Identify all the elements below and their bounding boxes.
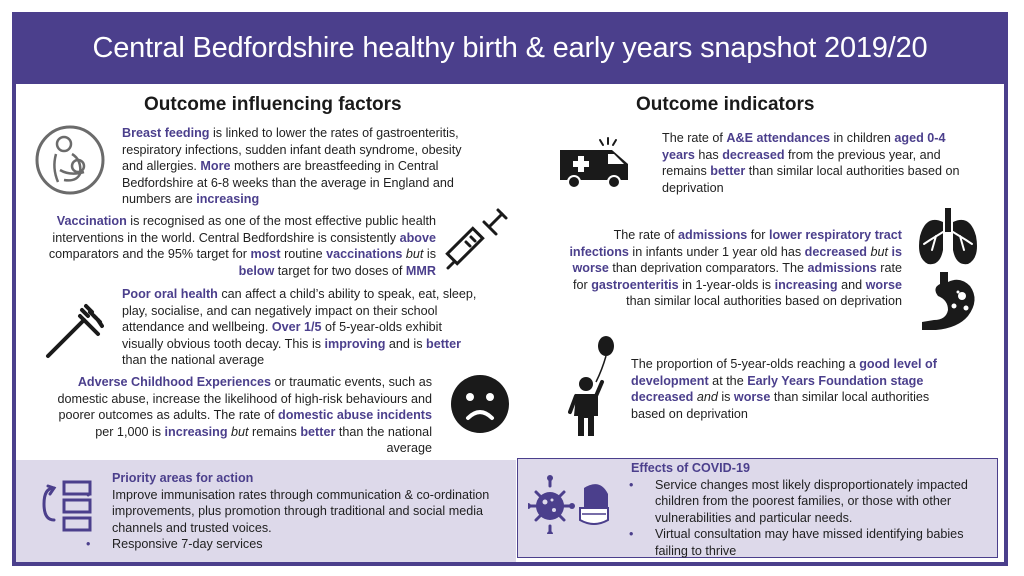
text-span: is: [717, 390, 734, 405]
ambulance-icon: [558, 136, 634, 190]
priority-item: • Responsive 7-day services: [82, 536, 512, 553]
text-span: Early Years Foundation stage decreased: [631, 373, 924, 405]
priority-list: [82, 487, 512, 553]
text-span: most: [250, 247, 281, 262]
virus-mask-icon: [528, 474, 612, 534]
text-span: decreased: [722, 147, 785, 162]
syringe-icon: [444, 206, 510, 272]
text-span: increasing: [164, 424, 228, 439]
text-span: is: [423, 247, 436, 262]
text-span: gastroenteritis: [591, 277, 679, 292]
text-span: but: [870, 244, 888, 259]
text-span: increasing: [774, 277, 838, 292]
text-span: rate for: [573, 261, 902, 292]
text-span: but: [405, 247, 424, 262]
text-span: above: [399, 230, 436, 245]
text-span: better: [300, 424, 336, 439]
text-span: Over 1/5: [271, 320, 322, 335]
text-span: than deprivation comparators. The: [608, 261, 808, 276]
page-header: [12, 12, 1008, 84]
text-span: remains: [248, 424, 301, 439]
text-span: per 1,000 is: [95, 424, 165, 439]
covid-list: [625, 477, 991, 560]
admissions-text: [566, 227, 902, 310]
priority-title: Priority areas for action: [112, 471, 254, 485]
text-span: improving: [324, 336, 386, 351]
vaccination-keyword: Vaccination: [56, 214, 127, 228]
text-span: worse: [865, 277, 902, 292]
text-span: vaccinations: [326, 247, 403, 262]
child-balloon-icon: [568, 336, 618, 438]
ae-attendances-text: [662, 130, 962, 196]
right-column-title: Outcome indicators: [636, 94, 815, 115]
text-span: at the: [708, 373, 748, 388]
covid-item: • Virtual consultation may have missed identifying babies failing to thrive: [625, 526, 991, 559]
text-span: than the national average: [122, 353, 265, 368]
text-span: than similar local authorities based on deprivation: [662, 164, 960, 195]
text-span: The rate of: [662, 131, 727, 145]
toothbrush-icon: [44, 296, 104, 360]
text-span: below: [238, 263, 275, 278]
text-span: and is: [385, 336, 427, 351]
breastfeeding-mother-icon: [34, 124, 106, 196]
text-span: admissions: [807, 261, 877, 276]
text-span: The rate of: [613, 228, 678, 242]
text-span: worse: [733, 390, 771, 405]
text-span: target for two doses of: [274, 263, 406, 278]
text-span: The proportion of 5-year-olds reaching a: [631, 357, 860, 371]
text-span: is worse: [572, 244, 902, 276]
text-span: or traumatic events, such as domestic abuse, increase the likelihood of high-risk behaviours and poorer outcomes as adults. The rate of: [57, 375, 432, 423]
text-span: of 5-year-olds exhibit visually obvious tooth decay. This is: [122, 320, 442, 351]
text-span: A&E attendances: [726, 131, 830, 145]
oral-health-keyword: Poor oral health: [122, 287, 218, 301]
breastfeeding-keyword: Breast feeding: [122, 126, 210, 140]
stomach-icon: [918, 270, 982, 332]
text-span: can affect a child’s ability to speak, eat, sleep, play, socialise, and can negatively impact on their school attendance and wellbeing.: [122, 287, 477, 335]
text-span: but: [231, 424, 249, 439]
text-span: routine: [280, 247, 327, 262]
page-title: Central Bedfordshire healthy birth & early years snapshot 2019/20: [92, 31, 928, 64]
priority-section: [112, 470, 512, 553]
ace-keyword: Adverse Childhood Experiences: [77, 375, 271, 389]
text-span: better: [710, 164, 746, 179]
text-span: than similar local authorities based on deprivation: [631, 390, 930, 421]
text-span: increasing: [196, 192, 260, 207]
covid-title: Effects of COVID-19: [631, 461, 750, 475]
vaccination-text: [40, 213, 436, 279]
left-column-title: Outcome influencing factors: [144, 94, 402, 115]
sad-face-icon: [450, 374, 510, 434]
lungs-icon: [916, 206, 980, 268]
covid-item: • Service changes most likely disproportionately impacted children from the poorest families, or those with other vulnerabilities and particular needs.: [625, 477, 991, 527]
text-span: is linked to lower the rates of gastroenteritis, respiratory infections, sudden infant death syndrome, obesity and allergies.: [122, 126, 462, 174]
text-span: than the national average: [335, 424, 432, 456]
oral-health-text: [122, 286, 484, 369]
text-span: in infants under 1 year old has: [628, 244, 805, 259]
text-span: and: [837, 277, 866, 292]
text-span: comparators and the 95% target for: [48, 247, 251, 262]
text-span: mothers are breastfeeding in Central Bedfordshire at 6-8 weeks than the average in England and numbers are: [122, 159, 454, 207]
text-span: lower respiratory tract infections: [569, 228, 902, 259]
development-text: [631, 356, 961, 422]
text-span: and: [696, 390, 718, 405]
text-span: in children: [830, 131, 895, 145]
text-span: than similar local authorities based on deprivation: [626, 294, 902, 309]
text-span: better: [426, 336, 462, 351]
text-span: for: [747, 228, 769, 242]
breastfeeding-text: [122, 125, 482, 208]
text-span: from the previous year, and remains: [662, 147, 941, 179]
text-span: decreased: [804, 244, 867, 259]
ace-text: [48, 374, 432, 457]
text-span: aged 0-4 years: [662, 131, 946, 162]
text-span: More: [200, 159, 231, 174]
covid-section: [631, 460, 991, 560]
text-span: in 1-year-olds is: [678, 277, 775, 292]
text-span: good level of development: [631, 357, 937, 388]
text-span: domestic abuse incidents: [278, 408, 432, 423]
text-span: admissions: [678, 228, 748, 242]
text-span: is recognised as one of the most effective public health interventions in the world. Central Bedfordshire is consistently: [52, 214, 436, 245]
priority-item: • Improve immunisation rates through communication & co-ordination improvements, plus promotion through traditional and social media channels and trusted voices.: [82, 487, 512, 537]
text-span: has: [694, 147, 723, 162]
text-span: MMR: [405, 263, 436, 278]
